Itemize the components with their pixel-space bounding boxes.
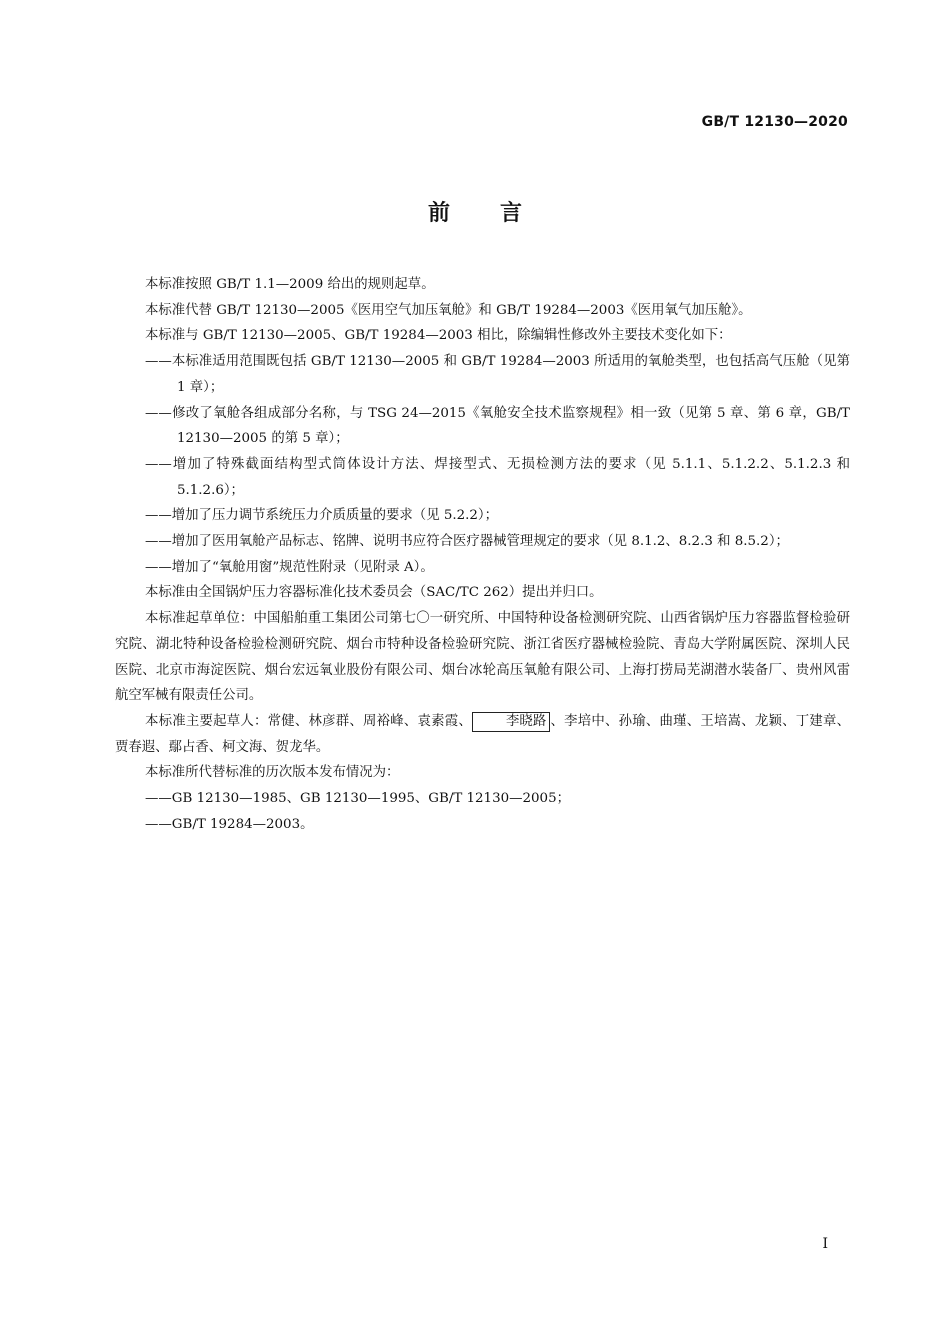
- page-title: 前言: [427, 201, 572, 226]
- highlighted-drafter-name: 李晓路: [472, 712, 550, 732]
- paragraph-history-intro: 本标准所代替标准的历次版本发布情况为：: [145, 765, 400, 781]
- paragraph-replaces: 本标准代替 GB/T 12130—2005《医用空气加压氧舱》和 GB/T 19284—2003《医用氧气加压舱》。: [145, 302, 752, 318]
- standard-code: GB/T 12130—2020: [701, 114, 848, 130]
- list-item: ——修改了氧舱各组成部分名称，与 TSG 24—2015《氧舱安全技术监察规程》相一致（见第 5 章、第 6 章，GB/T 12130—2005 的第 5 章）；: [145, 405, 850, 447]
- drafters-text-after: 、李培中、孙瑜、曲瑾、王培嵩、龙颖、丁建章、贾春遐、鄢占香、柯文海、贺龙华。: [115, 713, 851, 755]
- paragraph-changes-intro: 本标准与 GB/T 12130—2005、GB/T 19284—2003 相比，除编辑性修改外主要技术变化如下：: [145, 328, 732, 344]
- page-number: I: [822, 1236, 828, 1252]
- list-item: ——GB/T 19284—2003。: [145, 816, 314, 832]
- list-item: ——增加了压力调节系统压力介质质量的要求（见 5.2.2）；: [145, 508, 499, 524]
- list-item: ——本标准适用范围既包括 GB/T 12130—2005 和 GB/T 19284—2003 所适用的氧舱类型，也包括高气压舱（见第 1 章）；: [145, 354, 850, 395]
- paragraph-drafting-rules: 本标准按照 GB/T 1.1—2009 给出的规则起草。: [145, 277, 435, 292]
- list-item: ——增加了“氧舱用窗”规范性附录（见附录 A）。: [145, 559, 434, 575]
- drafters-text-before: 本标准主要起草人：常健、林彦群、周裕峰、袁素霞、: [145, 713, 473, 729]
- list-item: ——增加了特殊截面结构型式筒体设计方法、焊接型式、无损检测方法的要求（见 5.1.1、5.1.2.2、5.1.2.3 和 5.1.2.6）；: [145, 456, 850, 498]
- paragraph-proposer: 本标准由全国锅炉压力容器标准化技术委员会（SAC/TC 262）提出并归口。: [145, 585, 603, 601]
- list-item: ——增加了医用氧舱产品标志、铭牌、说明书应符合医疗器械管理规定的要求（见 8.1.2、8.2.3 和 8.5.2）；: [145, 534, 789, 550]
- paragraph-drafting-units: 本标准起草单位：中国船舶重工集团公司第七〇一研究所、中国特种设备检测研究院、山西省锅炉压力容器监督检验研究院、湖北特种设备检验检测研究院、烟台市特种设备检验研究院、浙江省医疗器械检验院、青岛大学附属医院、深圳人民医院、北京市海淀医院、烟台宏远氧业股份有限公司、烟台冰轮高压氧舱有限公司、上海打捞局芜湖潜水装备厂、贵州风雷航空军械有限责任公司。: [115, 611, 850, 704]
- paragraph-drafters: [115, 709, 850, 760]
- document-body: [115, 272, 850, 837]
- list-item: ——GB 12130—1985、GB 12130—1995、GB/T 12130—2005；: [145, 791, 570, 807]
